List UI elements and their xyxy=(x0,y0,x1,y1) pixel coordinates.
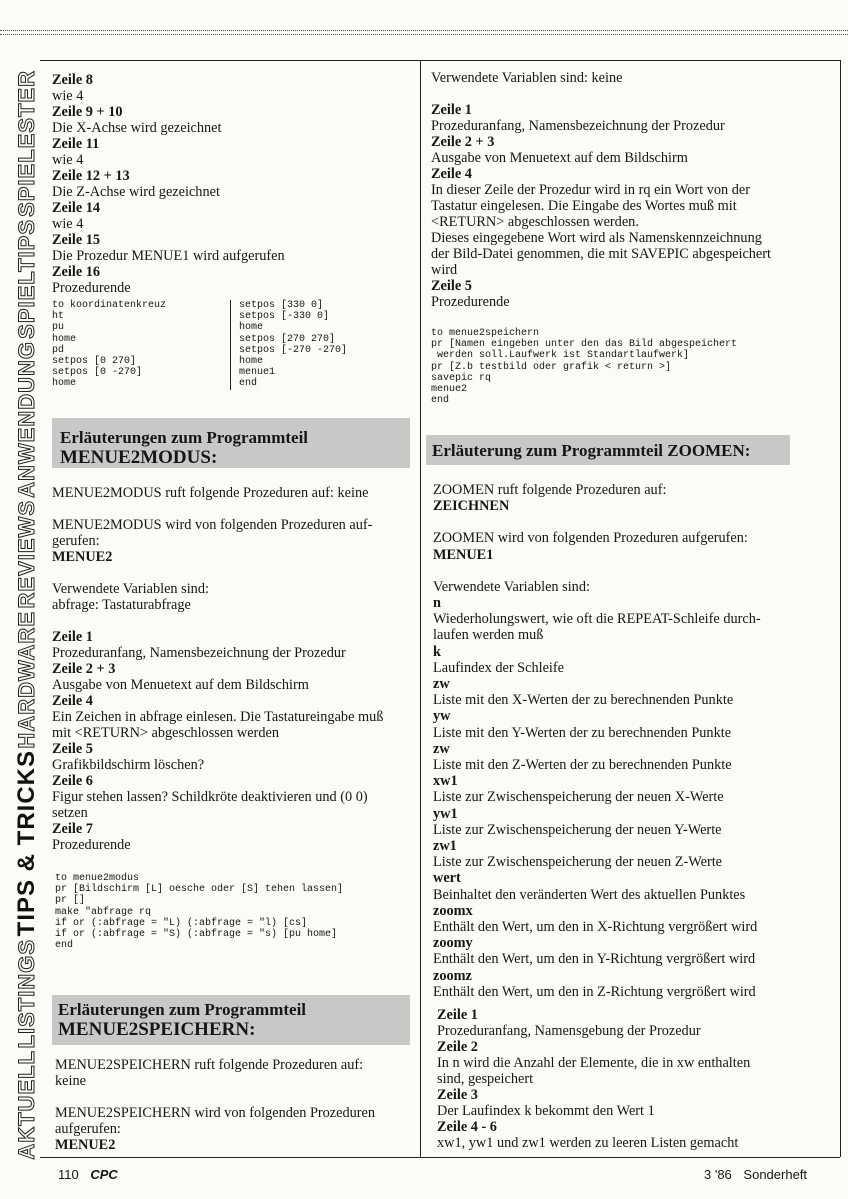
line-heading: zw1 xyxy=(433,838,457,855)
code-koordinatenkreuz xyxy=(52,300,347,390)
line-heading: wert xyxy=(433,870,461,887)
text-line: Prozedurende xyxy=(431,294,510,310)
line-heading: Zeile 1 xyxy=(431,102,472,118)
line-heading: Zeile 4 xyxy=(52,693,93,709)
line-heading: Zeile 4 - 6 xyxy=(437,1119,497,1135)
text-line: Verwendete Variablen sind: keine xyxy=(431,70,623,86)
text-line: Verwendete Variablen sind: xyxy=(433,578,590,595)
line-heading: Zeile 15 xyxy=(52,232,101,248)
footer-left xyxy=(58,1167,118,1182)
text-line: Dieses eingegebene Wort wird als Namenskennzeichnung xyxy=(431,230,762,246)
text-line: Die Prozedur MENUE1 wird aufgerufen xyxy=(52,248,285,264)
code-column-b: setpos [330 0] setpos [-330 0] home setpos [270 270] setpos [-270 -270] home menue1 end xyxy=(230,300,347,390)
code-column-a: to koordinatenkreuz ht pu home pd setpos [0 270] setpos [0 -270] home xyxy=(52,300,167,390)
text-line: Liste zur Zwischenspeicherung der neuen X-Werte xyxy=(433,789,724,806)
line-heading: yw1 xyxy=(433,805,458,822)
text-line: Die X-Achse wird gezeichnet xyxy=(52,120,222,136)
text-line: ZOOMEN ruft folgende Prozeduren auf: xyxy=(433,482,667,498)
line-heading: MENUE2 xyxy=(52,549,113,565)
text-line: MENUE2SPEICHERN ruft folgende Prozeduren auf: xyxy=(55,1057,364,1073)
sidebar-section-1: SPIELTIPS xyxy=(14,219,39,339)
paragraph-gap xyxy=(433,514,833,530)
text-line: Figur stehen lassen? Schildkröte deaktivieren und (0 0) xyxy=(52,789,368,805)
text-line: Ausgabe von Menuetext auf dem Bildschirm xyxy=(52,677,309,693)
right-bottom-text xyxy=(437,1007,837,1151)
line-heading: MENUE2 xyxy=(55,1137,116,1153)
left-top-text xyxy=(52,72,412,296)
text-line: keine xyxy=(55,1073,86,1089)
heading-band-menue2modus xyxy=(52,418,410,468)
text-line: wird xyxy=(431,262,458,278)
text-line: Die Z-Achse wird gezeichnet xyxy=(52,184,220,200)
text-line: MENUE2MODUS wird von folgenden Prozeduren auf- xyxy=(52,517,373,533)
line-heading: Zeile 7 xyxy=(52,821,93,837)
line-heading: Zeile 1 xyxy=(437,1007,478,1023)
text-line: Liste zur Zwischenspeicherung der neuen Z-Werte xyxy=(433,854,723,871)
line-heading: zoomx xyxy=(433,902,473,919)
text-line: MENUE2MODUS ruft folgende Prozeduren auf: keine xyxy=(52,485,369,501)
paragraph-gap xyxy=(52,613,414,629)
issue-number: 3 '86 xyxy=(704,1167,732,1182)
text-line: Liste mit den Z-Werten der zu berechnenden Punkte xyxy=(433,757,732,774)
left-menue2modus-text xyxy=(52,485,414,853)
text-line: aufgerufen: xyxy=(55,1121,121,1137)
line-heading: Zeile 3 xyxy=(437,1087,478,1103)
line-heading: n xyxy=(433,595,441,612)
line-heading: yw xyxy=(433,708,451,725)
line-heading: zw xyxy=(433,740,450,757)
text-line: Ein Zeichen in abfrage einlesen. Die Tastatureingabe muß xyxy=(52,709,384,725)
text-line: Prozedurende xyxy=(52,280,131,296)
heading-band-zoomen xyxy=(426,435,790,465)
heading-zoomen: Erläuterung zum Programmteil ZOOMEN: xyxy=(432,441,751,460)
text-line: In dieser Zeile der Prozedur wird in rq ein Wort von der xyxy=(431,182,750,198)
right-top-text xyxy=(431,70,831,310)
line-heading: Zeile 6 xyxy=(52,773,93,789)
text-line: In n wird die Anzahl der Elemente, die in xw enthalten xyxy=(437,1055,751,1071)
line-heading: zoomz xyxy=(433,967,472,984)
magazine-logo: CPC xyxy=(90,1167,118,1182)
line-heading: Zeile 4 xyxy=(431,166,472,182)
text-line: Laufindex der Schleife xyxy=(433,659,564,676)
sidebar-section-3: REVIEWS xyxy=(14,499,39,609)
line-heading: Zeile 2 + 3 xyxy=(52,661,116,677)
text-line: Grafikbildschirm löschen? xyxy=(52,757,205,773)
sidebar-section-4: HARDWARE xyxy=(14,610,39,749)
code-menue2modus: to menue2modus pr [Bildschirm [L] oesche oder [S] tehen lassen] pr [] make "abfrage rq if or (:abfrage = "L) (:abfrage = "l) [cs] if or (:abfrage = "S) (:abfrage = "s) [pu home] end xyxy=(55,873,344,952)
text-line: sind, gespeichert xyxy=(437,1071,534,1087)
line-heading: Zeile 14 xyxy=(52,200,101,216)
sidebar-section-0: SPIELESTER xyxy=(14,70,39,217)
heading-line-2: MENUE2SPEICHERN: xyxy=(58,1019,256,1040)
line-heading: Zeile 5 xyxy=(431,278,472,294)
code-menue2speichern: to menue2speichern pr [Namen eingeben unter den das Bild abgespeichert werden soll.Laufwerk ist Standartlaufwerk] pr [Z.b testbild oder grafik < return >] savepic rq menue2 end xyxy=(431,328,738,407)
text-line: Enthält den Wert, um den in Y-Richtung vergrößert wird xyxy=(433,951,756,968)
sidebar-section-7: AKTUELL xyxy=(14,1050,39,1160)
heading-line-2: MENUE2MODUS: xyxy=(60,447,218,468)
left-menue2speichern-text xyxy=(55,1057,417,1153)
paragraph-gap xyxy=(55,1089,417,1105)
line-heading: Zeile 16 xyxy=(52,264,101,280)
line-heading: Zeile 2 + 3 xyxy=(431,134,495,150)
sidebar-section-2: ANWENDUNG xyxy=(14,340,39,498)
right-zoomen-text xyxy=(433,482,833,1000)
text-line: Prozeduranfang, Namensbezeichnung der Prozedur xyxy=(431,118,725,134)
section-sidebar xyxy=(10,70,44,1160)
line-heading: Zeile 2 xyxy=(437,1039,478,1055)
text-line: <RETURN> abgeschlossen werden. xyxy=(431,214,639,230)
paragraph-gap xyxy=(52,501,414,517)
heading-line-1: Erläuterungen zum Programmteil xyxy=(60,428,309,447)
line-heading: zoomy xyxy=(433,935,473,952)
text-line: der Bild-Datei genommen, die mit SAVEPIC abgespeichert xyxy=(431,246,772,262)
paragraph-gap xyxy=(433,563,833,579)
line-heading: Zeile 8 xyxy=(52,72,93,88)
line-heading: Zeile 12 + 13 xyxy=(52,168,130,184)
text-line: wie 4 xyxy=(52,216,84,232)
text-line: Prozeduranfang, Namensbezeichnung der Prozedur xyxy=(52,645,346,661)
text-line: wie 4 xyxy=(52,152,84,168)
text-line: wie 4 xyxy=(52,88,84,104)
text-line: gerufen: xyxy=(52,533,100,549)
text-line: ZOOMEN wird von folgenden Prozeduren aufgerufen: xyxy=(433,530,748,547)
text-line: Ausgabe von Menuetext auf dem Bildschirm xyxy=(431,150,688,166)
page-number: 110 xyxy=(58,1167,79,1182)
sidebar-section-active: TIPS & TRICKS xyxy=(13,750,40,937)
text-line: Tastatur eingelesen. Die Eingabe des Wortes muß mit xyxy=(431,198,737,214)
text-line: Enthält den Wert, um den in Z-Richtung vergrößert wird xyxy=(433,983,756,1000)
line-heading: Zeile 5 xyxy=(52,741,93,757)
text-line: Enthält den Wert, um den in X-Richtung vergrößert wird xyxy=(433,919,758,936)
text-line: Prozedurende xyxy=(52,837,131,853)
line-heading: MENUE1 xyxy=(433,546,494,563)
text-line: Wiederholungswert, wie oft die REPEAT-Schleife durch- xyxy=(433,611,761,628)
text-line: Prozeduranfang, Namensgebung der Prozedur xyxy=(437,1023,701,1039)
edition-label: Sonderheft xyxy=(743,1167,808,1182)
paragraph-gap xyxy=(52,565,414,581)
line-heading: ZEICHNEN xyxy=(433,498,510,515)
text-line: Liste mit den X-Werten der zu berechnenden Punkte xyxy=(433,692,734,709)
heading-line-1: Erläuterungen zum Programmteil xyxy=(58,1000,307,1019)
frame-top-rule xyxy=(40,60,840,61)
text-line: Beinhaltet den veränderten Wert des aktuellen Punktes xyxy=(433,886,746,903)
text-line: mit <RETURN> abgeschlossen werden xyxy=(52,725,279,741)
sidebar-section-6: LISTINGS xyxy=(14,938,39,1049)
footer-right xyxy=(704,1167,807,1182)
text-line: Liste zur Zwischenspeicherung der neuen Y-Werte xyxy=(433,821,722,838)
line-heading: Zeile 1 xyxy=(52,629,93,645)
heading-band-menue2speichern xyxy=(52,995,410,1045)
line-heading: Zeile 11 xyxy=(52,136,100,152)
text-line: MENUE2SPEICHERN wird von folgenden Prozeduren xyxy=(55,1105,376,1121)
line-heading: Zeile 9 + 10 xyxy=(52,104,123,120)
line-heading: k xyxy=(433,643,441,660)
text-line: xw1, yw1 und zw1 werden zu leeren Listen gemacht xyxy=(437,1135,739,1151)
text-line: abfrage: Tastaturabfrage xyxy=(52,597,191,613)
column-divider xyxy=(420,60,421,1157)
top-dotted-rule xyxy=(0,30,848,35)
frame-right-rule xyxy=(840,60,841,1157)
text-line: Verwendete Variablen sind: xyxy=(52,581,209,597)
text-line: Liste mit den Y-Werten der zu berechnenden Punkte xyxy=(433,724,732,741)
text-line: laufen werden muß xyxy=(433,627,544,644)
paragraph-gap xyxy=(431,86,831,102)
line-heading: zw xyxy=(433,676,450,693)
text-line: setzen xyxy=(52,805,88,821)
text-line: Der Laufindex k bekommt den Wert 1 xyxy=(437,1103,655,1119)
line-heading: xw1 xyxy=(433,773,458,790)
frame-bottom-rule xyxy=(40,1157,840,1158)
